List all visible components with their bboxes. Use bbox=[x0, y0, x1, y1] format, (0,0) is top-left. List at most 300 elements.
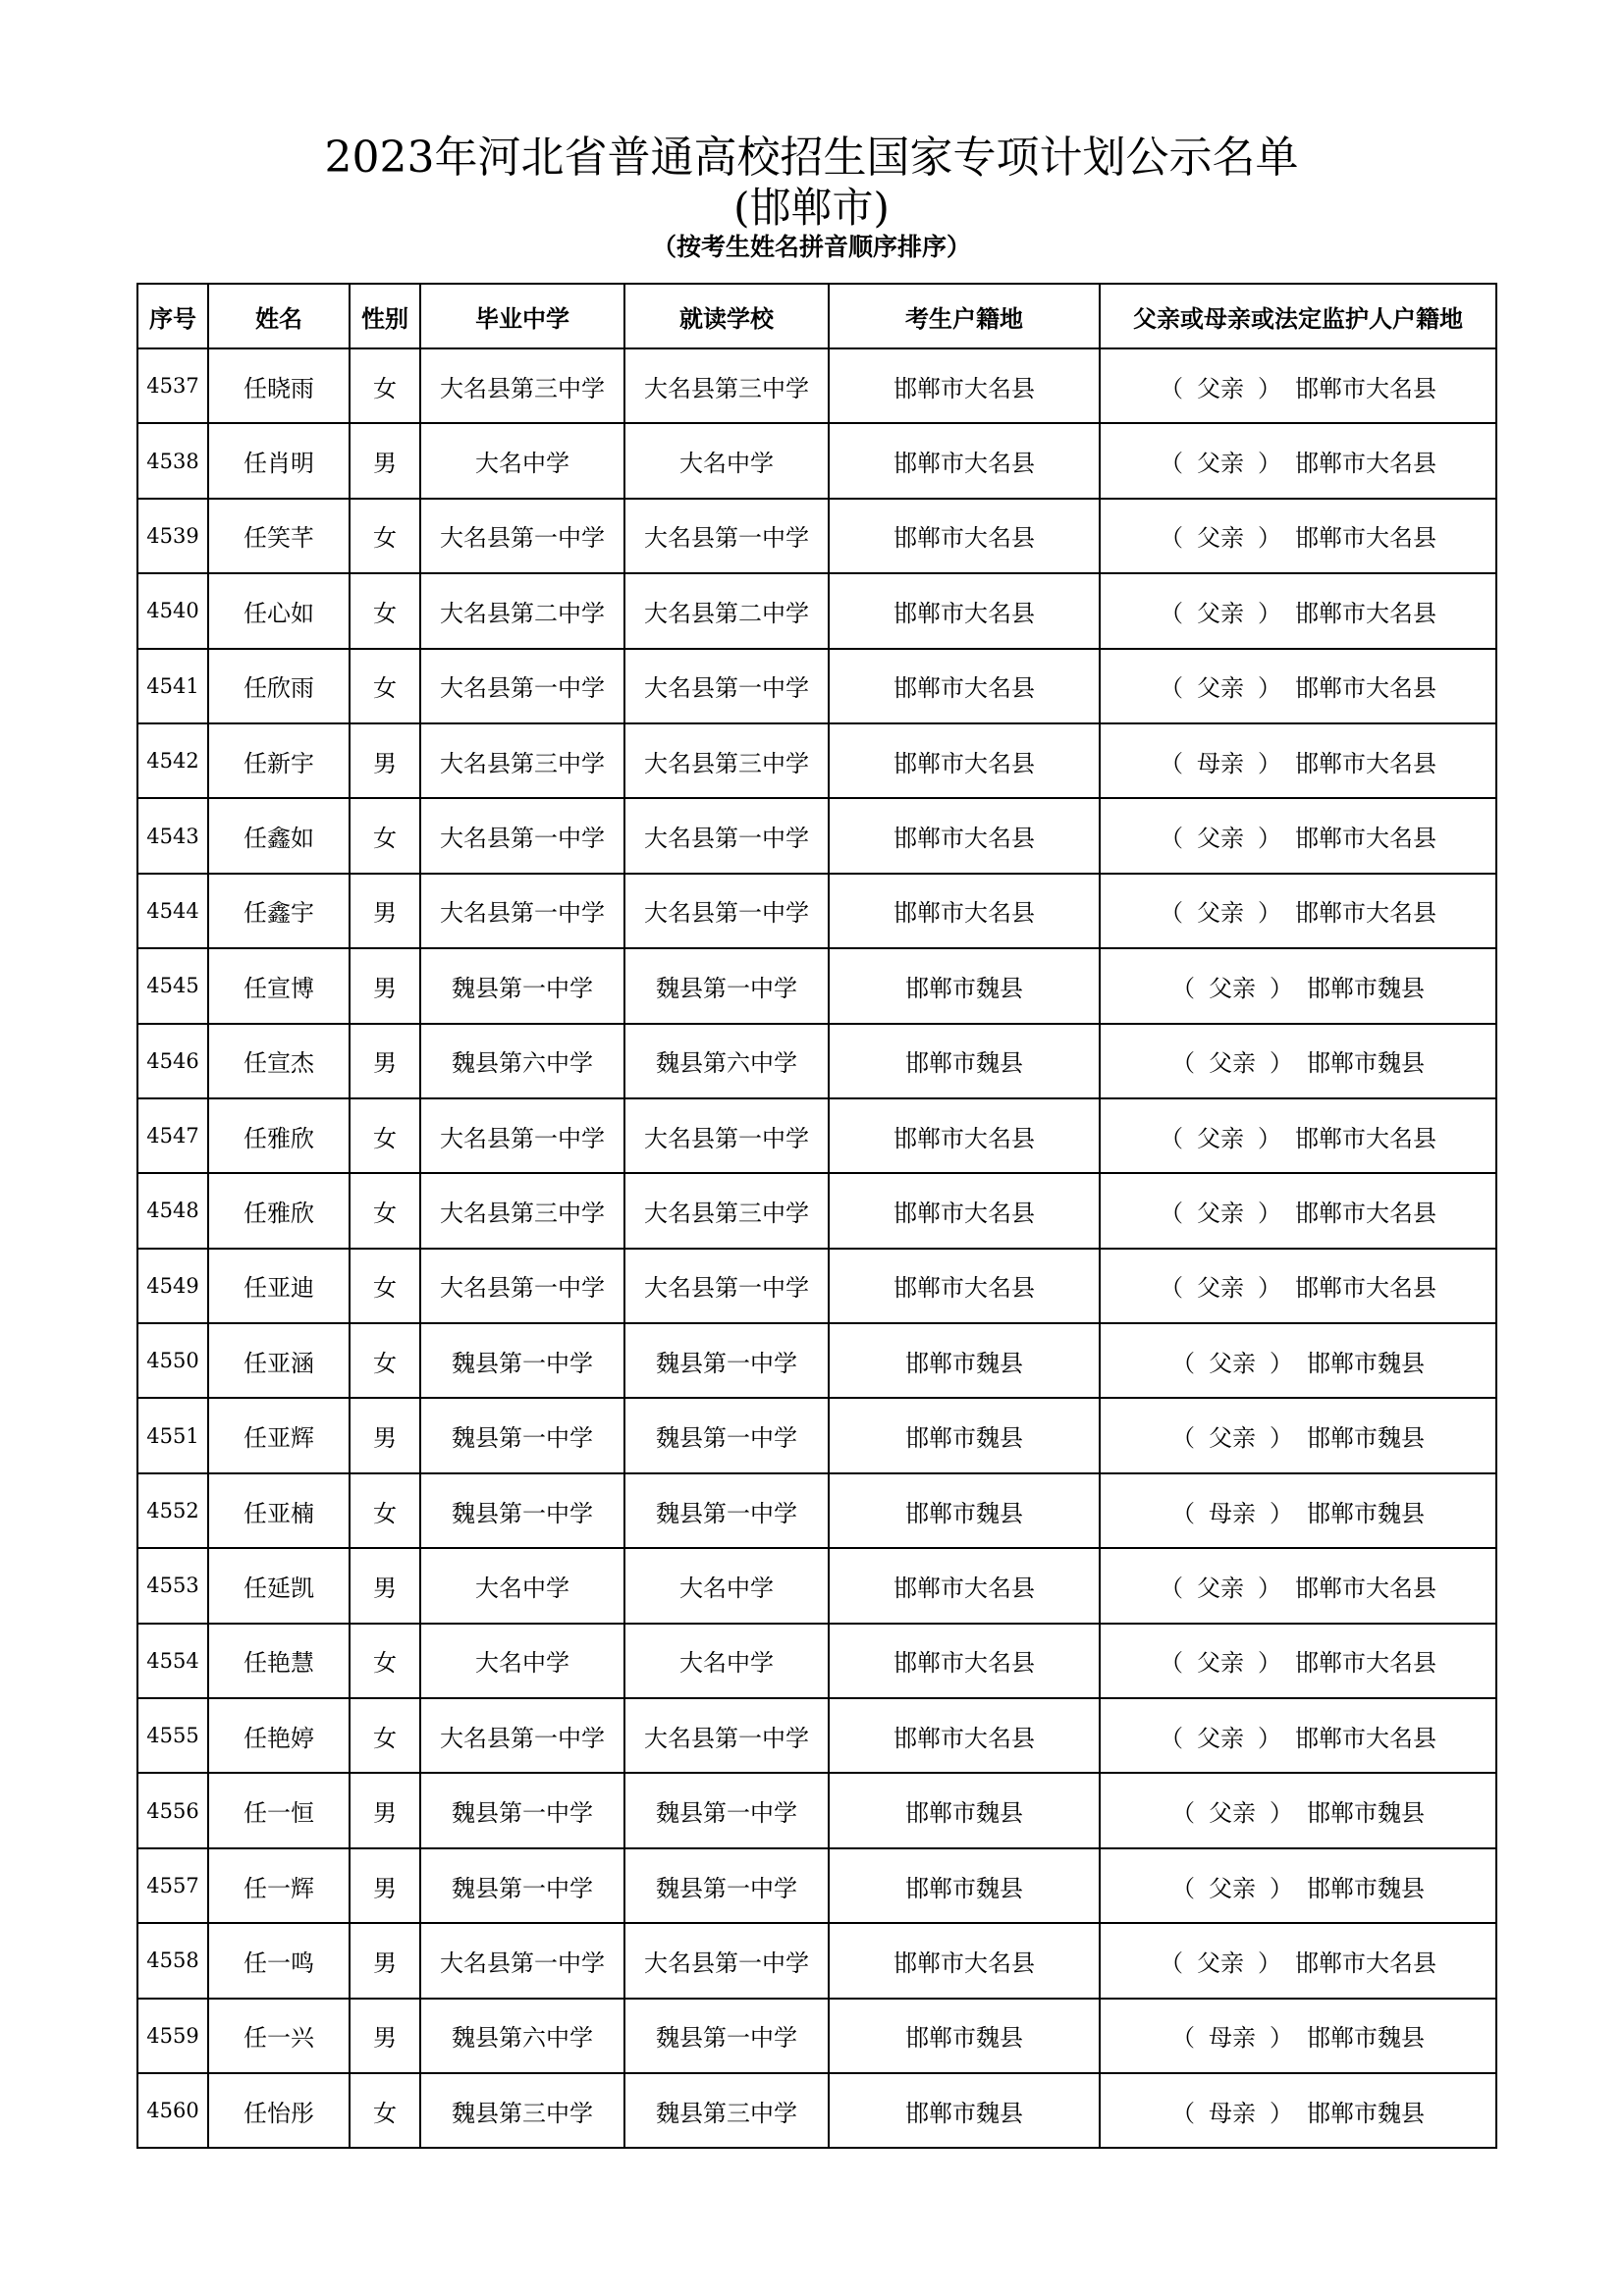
current-school-cell: 大名县第一中学 bbox=[624, 798, 829, 873]
current-school-cell: 大名县第二中学 bbox=[624, 573, 829, 648]
student-no-cell: 4558 bbox=[137, 1923, 208, 1998]
guardian-hukou: 邯郸市魏县 bbox=[1307, 1799, 1425, 1828]
student-gender-cell: 女 bbox=[350, 1173, 420, 1248]
grad-school-cell: 大名县第二中学 bbox=[420, 573, 624, 648]
student-name-cell: 任艳婷 bbox=[208, 1698, 350, 1773]
guardian-hukou-cell bbox=[1100, 1398, 1496, 1472]
guardian-hukou-cell bbox=[1100, 1548, 1496, 1623]
guardian-hukou-cell bbox=[1100, 1473, 1496, 1548]
document-city: (邯郸市) bbox=[733, 184, 890, 232]
guardian-hukou-cell bbox=[1100, 649, 1496, 723]
student-name-cell: 任一辉 bbox=[208, 1848, 350, 1923]
student-gender-cell: 女 bbox=[350, 1323, 420, 1398]
student-no-cell: 4539 bbox=[137, 499, 208, 573]
paren-open: （ bbox=[1160, 749, 1183, 777]
guardian-hukou: 邯郸市大名县 bbox=[1295, 1949, 1436, 1977]
paren-close: ） bbox=[1258, 1574, 1281, 1602]
student-no-cell: 4550 bbox=[137, 1323, 208, 1398]
current-school-cell: 魏县第一中学 bbox=[624, 948, 829, 1023]
student-hukou-cell: 邯郸市大名县 bbox=[829, 1249, 1100, 1323]
table-row bbox=[137, 499, 1496, 573]
guardian-relation: 母亲 bbox=[1209, 2099, 1256, 2127]
student-name-cell: 任雅欣 bbox=[208, 1098, 350, 1173]
grad-school-cell: 大名县第一中学 bbox=[420, 874, 624, 948]
guardian-relation: 父亲 bbox=[1209, 1424, 1256, 1453]
guardian-hukou: 邯郸市大名县 bbox=[1295, 1574, 1436, 1602]
paren-close: ） bbox=[1258, 1724, 1281, 1752]
student-hukou-cell: 邯郸市大名县 bbox=[829, 874, 1100, 948]
header-current-school: 就读学校 bbox=[624, 284, 829, 348]
paren-close: ） bbox=[1258, 825, 1281, 853]
roster-body bbox=[137, 348, 1496, 2148]
document-title: 2023年河北省普通高校招生国家专项计划公示名单 bbox=[324, 133, 1299, 183]
paren-close: ） bbox=[1270, 1049, 1293, 1078]
grad-school-cell: 魏县第一中学 bbox=[420, 948, 624, 1023]
paren-open: （ bbox=[1160, 674, 1183, 703]
student-gender-cell: 女 bbox=[350, 1624, 420, 1698]
student-gender-cell: 女 bbox=[350, 1698, 420, 1773]
paren-open: （ bbox=[1160, 599, 1183, 627]
paren-open: （ bbox=[1171, 1424, 1195, 1453]
table-row bbox=[137, 1624, 1496, 1698]
student-name-cell: 任雅欣 bbox=[208, 1173, 350, 1248]
guardian-relation: 父亲 bbox=[1197, 899, 1244, 928]
paren-close: ） bbox=[1270, 2099, 1293, 2127]
guardian-hukou-cell bbox=[1100, 423, 1496, 498]
student-gender-cell: 男 bbox=[350, 948, 420, 1023]
table-row bbox=[137, 874, 1496, 948]
student-hukou-cell: 邯郸市大名县 bbox=[829, 723, 1100, 798]
paren-close: ） bbox=[1270, 1799, 1293, 1828]
student-hukou-cell: 邯郸市大名县 bbox=[829, 423, 1100, 498]
guardian-hukou: 邯郸市大名县 bbox=[1295, 450, 1436, 478]
grad-school-cell: 大名县第三中学 bbox=[420, 1173, 624, 1248]
student-no-cell: 4540 bbox=[137, 573, 208, 648]
grad-school-cell: 魏县第三中学 bbox=[420, 2073, 624, 2148]
paren-open: （ bbox=[1171, 1499, 1195, 1527]
guardian-hukou: 邯郸市魏县 bbox=[1307, 1424, 1425, 1453]
student-gender-cell: 男 bbox=[350, 1773, 420, 1847]
student-hukou-cell: 邯郸市魏县 bbox=[829, 1773, 1100, 1847]
student-hukou-cell: 邯郸市魏县 bbox=[829, 1323, 1100, 1398]
student-gender-cell: 男 bbox=[350, 1398, 420, 1472]
guardian-relation: 母亲 bbox=[1209, 2024, 1256, 2053]
guardian-hukou-cell bbox=[1100, 798, 1496, 873]
guardian-relation: 父亲 bbox=[1197, 599, 1244, 627]
guardian-hukou-cell bbox=[1100, 1249, 1496, 1323]
current-school-cell: 大名县第一中学 bbox=[624, 1249, 829, 1323]
table-row bbox=[137, 1848, 1496, 1923]
guardian-relation: 父亲 bbox=[1209, 1799, 1256, 1828]
table-row bbox=[137, 1999, 1496, 2073]
table-row bbox=[137, 423, 1496, 498]
student-no-cell: 4538 bbox=[137, 423, 208, 498]
student-name-cell: 任肖明 bbox=[208, 423, 350, 498]
student-name-cell: 任亚楠 bbox=[208, 1473, 350, 1548]
paren-close: ） bbox=[1258, 1274, 1281, 1303]
student-name-cell: 任宣博 bbox=[208, 948, 350, 1023]
table-row bbox=[137, 1548, 1496, 1623]
student-name-cell: 任一恒 bbox=[208, 1773, 350, 1847]
grad-school-cell: 魏县第一中学 bbox=[420, 1773, 624, 1847]
student-hukou-cell: 邯郸市大名县 bbox=[829, 798, 1100, 873]
student-hukou-cell: 邯郸市魏县 bbox=[829, 948, 1100, 1023]
paren-close: ） bbox=[1270, 974, 1293, 1002]
student-name-cell: 任鑫宇 bbox=[208, 874, 350, 948]
guardian-hukou-cell bbox=[1100, 1624, 1496, 1698]
current-school-cell: 大名县第一中学 bbox=[624, 874, 829, 948]
guardian-hukou-cell bbox=[1100, 1173, 1496, 1248]
guardian-relation: 父亲 bbox=[1197, 524, 1244, 553]
student-gender-cell: 女 bbox=[350, 1473, 420, 1548]
header-name: 姓名 bbox=[208, 284, 350, 348]
student-gender-cell: 男 bbox=[350, 874, 420, 948]
guardian-hukou: 邯郸市大名县 bbox=[1295, 1124, 1436, 1152]
table-row bbox=[137, 723, 1496, 798]
table-row bbox=[137, 1024, 1496, 1098]
paren-open: （ bbox=[1171, 2099, 1195, 2127]
paren-close: ） bbox=[1258, 674, 1281, 703]
paren-open: （ bbox=[1160, 524, 1183, 553]
grad-school-cell: 大名县第一中学 bbox=[420, 1098, 624, 1173]
paren-close: ） bbox=[1258, 1199, 1281, 1227]
table-row bbox=[137, 573, 1496, 648]
table-row bbox=[137, 1098, 1496, 1173]
current-school-cell: 大名县第一中学 bbox=[624, 1098, 829, 1173]
student-no-cell: 4547 bbox=[137, 1098, 208, 1173]
guardian-hukou-cell bbox=[1100, 1698, 1496, 1773]
table-row bbox=[137, 1473, 1496, 1548]
student-gender-cell: 女 bbox=[350, 573, 420, 648]
guardian-hukou: 邯郸市魏县 bbox=[1307, 974, 1425, 1002]
student-gender-cell: 男 bbox=[350, 1848, 420, 1923]
paren-open: （ bbox=[1160, 825, 1183, 853]
table-row bbox=[137, 1249, 1496, 1323]
paren-close: ） bbox=[1270, 1424, 1293, 1453]
paren-close: ） bbox=[1270, 1499, 1293, 1527]
student-hukou-cell: 邯郸市大名县 bbox=[829, 1698, 1100, 1773]
paren-close: ） bbox=[1258, 749, 1281, 777]
header-no: 序号 bbox=[137, 284, 208, 348]
guardian-relation: 母亲 bbox=[1197, 749, 1244, 777]
guardian-relation: 父亲 bbox=[1197, 450, 1244, 478]
table-row bbox=[137, 348, 1496, 423]
table-row bbox=[137, 2073, 1496, 2148]
student-name-cell: 任艳慧 bbox=[208, 1624, 350, 1698]
grad-school-cell: 魏县第六中学 bbox=[420, 1999, 624, 2073]
current-school-cell: 大名县第三中学 bbox=[624, 348, 829, 423]
paren-open: （ bbox=[1171, 1799, 1195, 1828]
current-school-cell: 魏县第六中学 bbox=[624, 1024, 829, 1098]
grad-school-cell: 大名县第一中学 bbox=[420, 1249, 624, 1323]
guardian-hukou: 邯郸市魏县 bbox=[1307, 2024, 1425, 2053]
guardian-relation: 父亲 bbox=[1197, 1274, 1244, 1303]
student-no-cell: 4537 bbox=[137, 348, 208, 423]
grad-school-cell: 大名县第三中学 bbox=[420, 723, 624, 798]
guardian-relation: 父亲 bbox=[1197, 1724, 1244, 1752]
guardian-hukou-cell bbox=[1100, 1773, 1496, 1847]
grad-school-cell: 大名县第一中学 bbox=[420, 1923, 624, 1998]
paren-open: （ bbox=[1160, 450, 1183, 478]
paren-open: （ bbox=[1171, 1349, 1195, 1377]
header-gender: 性别 bbox=[350, 284, 420, 348]
paren-open: （ bbox=[1171, 1049, 1195, 1078]
student-gender-cell: 男 bbox=[350, 1548, 420, 1623]
student-no-cell: 4555 bbox=[137, 1698, 208, 1773]
guardian-hukou: 邯郸市大名县 bbox=[1295, 674, 1436, 703]
guardian-hukou-cell bbox=[1100, 348, 1496, 423]
student-name-cell: 任欣雨 bbox=[208, 649, 350, 723]
guardian-hukou-cell bbox=[1100, 499, 1496, 573]
guardian-relation: 父亲 bbox=[1197, 374, 1244, 402]
student-gender-cell: 男 bbox=[350, 1923, 420, 1998]
student-gender-cell: 男 bbox=[350, 423, 420, 498]
guardian-relation: 父亲 bbox=[1209, 1049, 1256, 1078]
guardian-hukou: 邯郸市大名县 bbox=[1295, 1199, 1436, 1227]
paren-open: （ bbox=[1171, 1874, 1195, 1902]
student-no-cell: 4545 bbox=[137, 948, 208, 1023]
grad-school-cell: 大名县第一中学 bbox=[420, 1698, 624, 1773]
student-no-cell: 4546 bbox=[137, 1024, 208, 1098]
student-hukou-cell: 邯郸市大名县 bbox=[829, 1923, 1100, 1998]
guardian-relation: 父亲 bbox=[1197, 1199, 1244, 1227]
guardian-hukou-cell bbox=[1100, 2073, 1496, 2148]
student-no-cell: 4560 bbox=[137, 2073, 208, 2148]
paren-open: （ bbox=[1160, 1574, 1183, 1602]
guardian-hukou-cell bbox=[1100, 1323, 1496, 1398]
paren-close: ） bbox=[1258, 450, 1281, 478]
header-hukou: 考生户籍地 bbox=[829, 284, 1100, 348]
guardian-hukou: 邯郸市大名县 bbox=[1295, 374, 1436, 402]
student-gender-cell: 女 bbox=[350, 2073, 420, 2148]
grad-school-cell: 大名县第一中学 bbox=[420, 649, 624, 723]
guardian-hukou: 邯郸市魏县 bbox=[1307, 1049, 1425, 1078]
student-gender-cell: 男 bbox=[350, 1024, 420, 1098]
student-gender-cell: 女 bbox=[350, 1249, 420, 1323]
guardian-hukou-cell bbox=[1100, 1923, 1496, 1998]
paren-close: ） bbox=[1270, 1349, 1293, 1377]
student-no-cell: 4548 bbox=[137, 1173, 208, 1248]
current-school-cell: 魏县第一中学 bbox=[624, 1773, 829, 1847]
sort-note: （按考生姓名拼音顺序排序） bbox=[651, 233, 971, 261]
header-guardian-hukou: 父亲或母亲或法定监护人户籍地 bbox=[1100, 284, 1496, 348]
paren-close: ） bbox=[1258, 599, 1281, 627]
student-name-cell: 任笑芊 bbox=[208, 499, 350, 573]
student-gender-cell: 女 bbox=[350, 1098, 420, 1173]
guardian-relation: 父亲 bbox=[1209, 974, 1256, 1002]
guardian-relation: 母亲 bbox=[1209, 1499, 1256, 1527]
guardian-hukou-cell bbox=[1100, 1024, 1496, 1098]
student-name-cell: 任鑫如 bbox=[208, 798, 350, 873]
student-gender-cell: 女 bbox=[350, 649, 420, 723]
guardian-hukou: 邯郸市魏县 bbox=[1307, 2099, 1425, 2127]
guardian-hukou-cell bbox=[1100, 1848, 1496, 1923]
guardian-hukou: 邯郸市大名县 bbox=[1295, 899, 1436, 928]
paren-open: （ bbox=[1160, 899, 1183, 928]
grad-school-cell: 魏县第一中学 bbox=[420, 1398, 624, 1472]
current-school-cell: 魏县第三中学 bbox=[624, 2073, 829, 2148]
student-hukou-cell: 邯郸市大名县 bbox=[829, 348, 1100, 423]
student-no-cell: 4557 bbox=[137, 1848, 208, 1923]
student-gender-cell: 女 bbox=[350, 798, 420, 873]
paren-close: ） bbox=[1258, 1124, 1281, 1152]
student-hukou-cell: 邯郸市大名县 bbox=[829, 1098, 1100, 1173]
guardian-hukou: 邯郸市魏县 bbox=[1307, 1349, 1425, 1377]
current-school-cell: 大名县第一中学 bbox=[624, 1923, 829, 1998]
table-row bbox=[137, 798, 1496, 873]
guardian-hukou: 邯郸市魏县 bbox=[1307, 1874, 1425, 1902]
grad-school-cell: 大名县第一中学 bbox=[420, 798, 624, 873]
student-name-cell: 任心如 bbox=[208, 573, 350, 648]
paren-open: （ bbox=[1160, 1724, 1183, 1752]
student-hukou-cell: 邯郸市大名县 bbox=[829, 573, 1100, 648]
guardian-hukou-cell bbox=[1100, 573, 1496, 648]
paren-open: （ bbox=[1160, 1124, 1183, 1152]
table-row bbox=[137, 1398, 1496, 1472]
student-name-cell: 任怡彤 bbox=[208, 2073, 350, 2148]
guardian-hukou: 邯郸市大名县 bbox=[1295, 825, 1436, 853]
guardian-hukou: 邯郸市大名县 bbox=[1295, 749, 1436, 777]
table-row bbox=[137, 1323, 1496, 1398]
grad-school-cell: 魏县第一中学 bbox=[420, 1473, 624, 1548]
student-gender-cell: 男 bbox=[350, 1999, 420, 2073]
guardian-relation: 父亲 bbox=[1197, 1949, 1244, 1977]
student-hukou-cell: 邯郸市魏县 bbox=[829, 1398, 1100, 1472]
student-no-cell: 4552 bbox=[137, 1473, 208, 1548]
paren-close: ） bbox=[1258, 1649, 1281, 1678]
grad-school-cell: 大名中学 bbox=[420, 423, 624, 498]
guardian-relation: 父亲 bbox=[1197, 1649, 1244, 1678]
guardian-relation: 父亲 bbox=[1197, 825, 1244, 853]
current-school-cell: 大名县第一中学 bbox=[624, 649, 829, 723]
paren-open: （ bbox=[1160, 374, 1183, 402]
student-no-cell: 4543 bbox=[137, 798, 208, 873]
current-school-cell: 魏县第一中学 bbox=[624, 1398, 829, 1472]
student-name-cell: 任新宇 bbox=[208, 723, 350, 798]
paren-open: （ bbox=[1171, 974, 1195, 1002]
paren-close: ） bbox=[1270, 1874, 1293, 1902]
student-name-cell: 任晓雨 bbox=[208, 348, 350, 423]
header-row bbox=[137, 284, 1496, 348]
guardian-relation: 父亲 bbox=[1197, 1124, 1244, 1152]
paren-open: （ bbox=[1171, 2024, 1195, 2053]
current-school-cell: 大名中学 bbox=[624, 423, 829, 498]
paren-close: ） bbox=[1258, 374, 1281, 402]
student-name-cell: 任延凯 bbox=[208, 1548, 350, 1623]
student-no-cell: 4549 bbox=[137, 1249, 208, 1323]
current-school-cell: 魏县第一中学 bbox=[624, 1999, 829, 2073]
student-gender-cell: 男 bbox=[350, 723, 420, 798]
student-hukou-cell: 邯郸市魏县 bbox=[829, 1848, 1100, 1923]
student-no-cell: 4542 bbox=[137, 723, 208, 798]
current-school-cell: 大名县第一中学 bbox=[624, 499, 829, 573]
student-hukou-cell: 邯郸市魏县 bbox=[829, 2073, 1100, 2148]
header-grad-school: 毕业中学 bbox=[420, 284, 624, 348]
grad-school-cell: 魏县第一中学 bbox=[420, 1848, 624, 1923]
student-hukou-cell: 邯郸市魏县 bbox=[829, 1999, 1100, 2073]
student-no-cell: 4541 bbox=[137, 649, 208, 723]
guardian-hukou-cell bbox=[1100, 874, 1496, 948]
paren-open: （ bbox=[1160, 1274, 1183, 1303]
guardian-relation: 父亲 bbox=[1197, 1574, 1244, 1602]
current-school-cell: 大名县第三中学 bbox=[624, 1173, 829, 1248]
student-hukou-cell: 邯郸市大名县 bbox=[829, 649, 1100, 723]
student-no-cell: 4554 bbox=[137, 1624, 208, 1698]
guardian-relation: 父亲 bbox=[1209, 1349, 1256, 1377]
paren-close: ） bbox=[1270, 2024, 1293, 2053]
student-gender-cell: 女 bbox=[350, 499, 420, 573]
current-school-cell: 魏县第一中学 bbox=[624, 1323, 829, 1398]
student-no-cell: 4559 bbox=[137, 1999, 208, 2073]
student-name-cell: 任一鸣 bbox=[208, 1923, 350, 1998]
student-no-cell: 4556 bbox=[137, 1773, 208, 1847]
table-row bbox=[137, 1698, 1496, 1773]
student-name-cell: 任一兴 bbox=[208, 1999, 350, 2073]
grad-school-cell: 大名县第一中学 bbox=[420, 499, 624, 573]
student-gender-cell: 女 bbox=[350, 348, 420, 423]
grad-school-cell: 大名中学 bbox=[420, 1624, 624, 1698]
table-row bbox=[137, 1773, 1496, 1847]
guardian-hukou-cell bbox=[1100, 1098, 1496, 1173]
guardian-hukou: 邯郸市大名县 bbox=[1295, 1274, 1436, 1303]
student-hukou-cell: 邯郸市魏县 bbox=[829, 1473, 1100, 1548]
table-row bbox=[137, 1173, 1496, 1248]
current-school-cell: 魏县第一中学 bbox=[624, 1473, 829, 1548]
guardian-relation: 父亲 bbox=[1197, 674, 1244, 703]
guardian-hukou: 邯郸市大名县 bbox=[1295, 1649, 1436, 1678]
grad-school-cell: 魏县第六中学 bbox=[420, 1024, 624, 1098]
paren-close: ） bbox=[1258, 899, 1281, 928]
paren-close: ） bbox=[1258, 1949, 1281, 1977]
student-no-cell: 4544 bbox=[137, 874, 208, 948]
current-school-cell: 大名县第三中学 bbox=[624, 723, 829, 798]
student-name-cell: 任亚迪 bbox=[208, 1249, 350, 1323]
student-hukou-cell: 邯郸市大名县 bbox=[829, 1548, 1100, 1623]
guardian-hukou: 邯郸市大名县 bbox=[1295, 599, 1436, 627]
student-no-cell: 4551 bbox=[137, 1398, 208, 1472]
roster-table bbox=[136, 283, 1497, 2149]
student-name-cell: 任亚涵 bbox=[208, 1323, 350, 1398]
paren-close: ） bbox=[1258, 524, 1281, 553]
guardian-hukou: 邯郸市大名县 bbox=[1295, 1724, 1436, 1752]
table-row bbox=[137, 1923, 1496, 1998]
student-hukou-cell: 邯郸市大名县 bbox=[829, 1624, 1100, 1698]
grad-school-cell: 魏县第一中学 bbox=[420, 1323, 624, 1398]
student-name-cell: 任亚辉 bbox=[208, 1398, 350, 1472]
student-no-cell: 4553 bbox=[137, 1548, 208, 1623]
student-hukou-cell: 邯郸市大名县 bbox=[829, 499, 1100, 573]
paren-open: （ bbox=[1160, 1949, 1183, 1977]
table-row bbox=[137, 649, 1496, 723]
table-row bbox=[137, 948, 1496, 1023]
student-hukou-cell: 邯郸市大名县 bbox=[829, 1173, 1100, 1248]
grad-school-cell: 大名县第三中学 bbox=[420, 348, 624, 423]
current-school-cell: 大名中学 bbox=[624, 1624, 829, 1698]
guardian-relation: 父亲 bbox=[1209, 1874, 1256, 1902]
grad-school-cell: 大名中学 bbox=[420, 1548, 624, 1623]
paren-open: （ bbox=[1160, 1649, 1183, 1678]
student-hukou-cell: 邯郸市魏县 bbox=[829, 1024, 1100, 1098]
guardian-hukou-cell bbox=[1100, 948, 1496, 1023]
student-name-cell: 任宣杰 bbox=[208, 1024, 350, 1098]
current-school-cell: 魏县第一中学 bbox=[624, 1848, 829, 1923]
guardian-hukou: 邯郸市魏县 bbox=[1307, 1499, 1425, 1527]
guardian-hukou: 邯郸市大名县 bbox=[1295, 524, 1436, 553]
guardian-hukou-cell bbox=[1100, 1999, 1496, 2073]
guardian-hukou-cell bbox=[1100, 723, 1496, 798]
current-school-cell: 大名县第一中学 bbox=[624, 1698, 829, 1773]
current-school-cell: 大名中学 bbox=[624, 1548, 829, 1623]
